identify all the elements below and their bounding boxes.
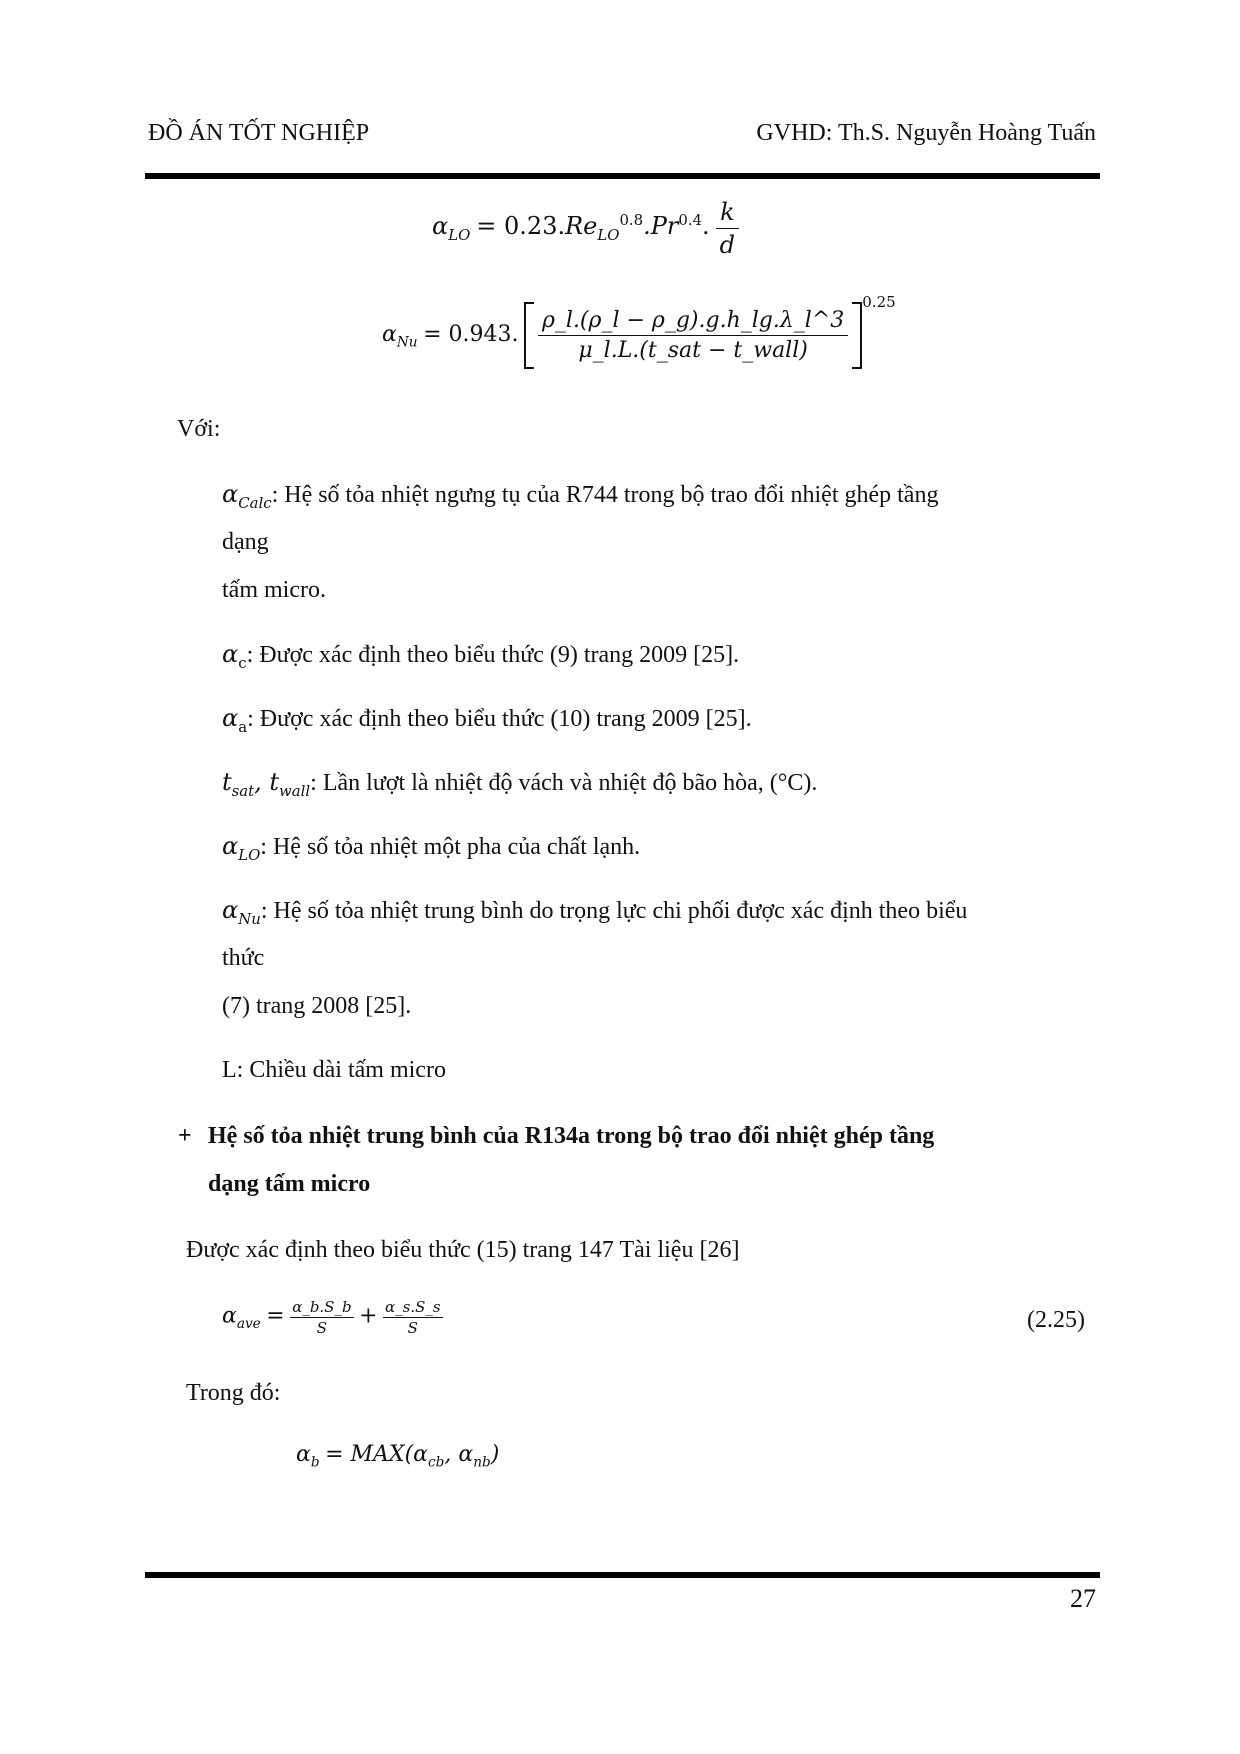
header-left: ĐỒ ÁN TỐT NGHIỆP <box>148 120 370 146</box>
def-alpha-a: $\alpha_a$: Được xác định theo biểu thức (10) trang 2009 [25]. <box>222 704 752 736</box>
equation-number: (2.25) <box>1027 1307 1085 1333</box>
equation-alpha-ave: $\alpha_{ave}$ = $\frac{\alpha\_b.S\_b}{S}$ + $\frac{\alpha\_s.S\_s}{S}$ <box>222 1298 441 1337</box>
equation-alpha-nu: $\alpha_{Nu} = 0.943$. $\frac{\rho\_l.(\rho\_l - \rho\_g).g.h\_\lg.\lambda\_l\^{}3}{\text{μ\_l.L.(t\_sat − t\_wall)}}$ $^{0.25}$ <box>382 293 896 364</box>
section-heading-line1: Hệ số tỏa nhiệt trung bình của R134a trong bộ trao đổi nhiệt ghép tầng <box>208 1123 935 1149</box>
section-bullet: + <box>178 1123 192 1149</box>
def-t-sat-wall: $t_{sat}$, $t_{wall}$: Lần lượt là nhiệt độ vách và nhiệt độ bão hòa, (°C). <box>222 768 818 800</box>
def-alpha-nu: $\alpha_{Nu}$: Hệ số tỏa nhiệt trung bình do trọng lực chi phối được xác định theo biểu <box>222 896 968 928</box>
header-right: GVHD: Th.S. Nguyễn Hoàng Tuấn <box>756 120 1096 146</box>
fraction-k-over-d: $\frac{k}{d}$ <box>716 198 739 259</box>
intro-text: Được xác định theo biểu thức (15) trang 147 Tài liệu [26] <box>186 1237 740 1263</box>
section-heading-line2: dạng tấm micro <box>208 1171 371 1197</box>
equation-alpha-b: $\alpha_b = MAX(\alpha_{cb}$, $\alpha_{nb}$) <box>296 1442 500 1471</box>
def-l: L: Chiều dài tấm micro <box>222 1057 446 1083</box>
bracket-term: $\frac{\rho\_l.(\rho\_l - \rho\_g).g.h\_\lg.\lambda\_l\^{}3}{\text{μ\_l.L.(t\_sat − t\_wall)}}$ <box>524 308 862 363</box>
def-alpha-c: $\alpha_c$: Được xác định theo biểu thức (9) trang 2009 [25]. <box>222 640 740 672</box>
page-number: 27 <box>1070 1584 1096 1613</box>
fraction-term-s: $\frac{\alpha\_s.S\_s}{S}$ <box>385 1298 441 1337</box>
def-alpha-calc-cont1: dạng <box>222 529 269 555</box>
footer-rule <box>145 1572 1100 1578</box>
def-alpha-calc: $\alpha_{Calc}$: Hệ số tỏa nhiệt ngưng tụ của R744 trong bộ trao đổi nhiệt ghép tầng <box>222 480 939 512</box>
fraction-term-b: $\frac{\alpha\_b.S\_b}{S}$ <box>292 1298 352 1337</box>
equation-alpha-lo: $\alpha_{LO} = 0.23.Re_{LO}^{0.8}.Pr^{0.4}$. $\frac{k}{d}$ <box>432 198 739 259</box>
def-alpha-nu-cont1: thức <box>222 945 265 971</box>
where-label: Trong đó: <box>186 1380 281 1406</box>
def-alpha-nu-cont2: (7) trang 2008 [25]. <box>222 993 412 1019</box>
with-label: Với: <box>177 416 221 442</box>
def-alpha-lo: $\alpha_{LO}$: Hệ số tỏa nhiệt một pha của chất lạnh. <box>222 832 641 864</box>
header-rule <box>145 173 1100 179</box>
def-alpha-calc-cont2: tấm micro. <box>222 577 326 603</box>
